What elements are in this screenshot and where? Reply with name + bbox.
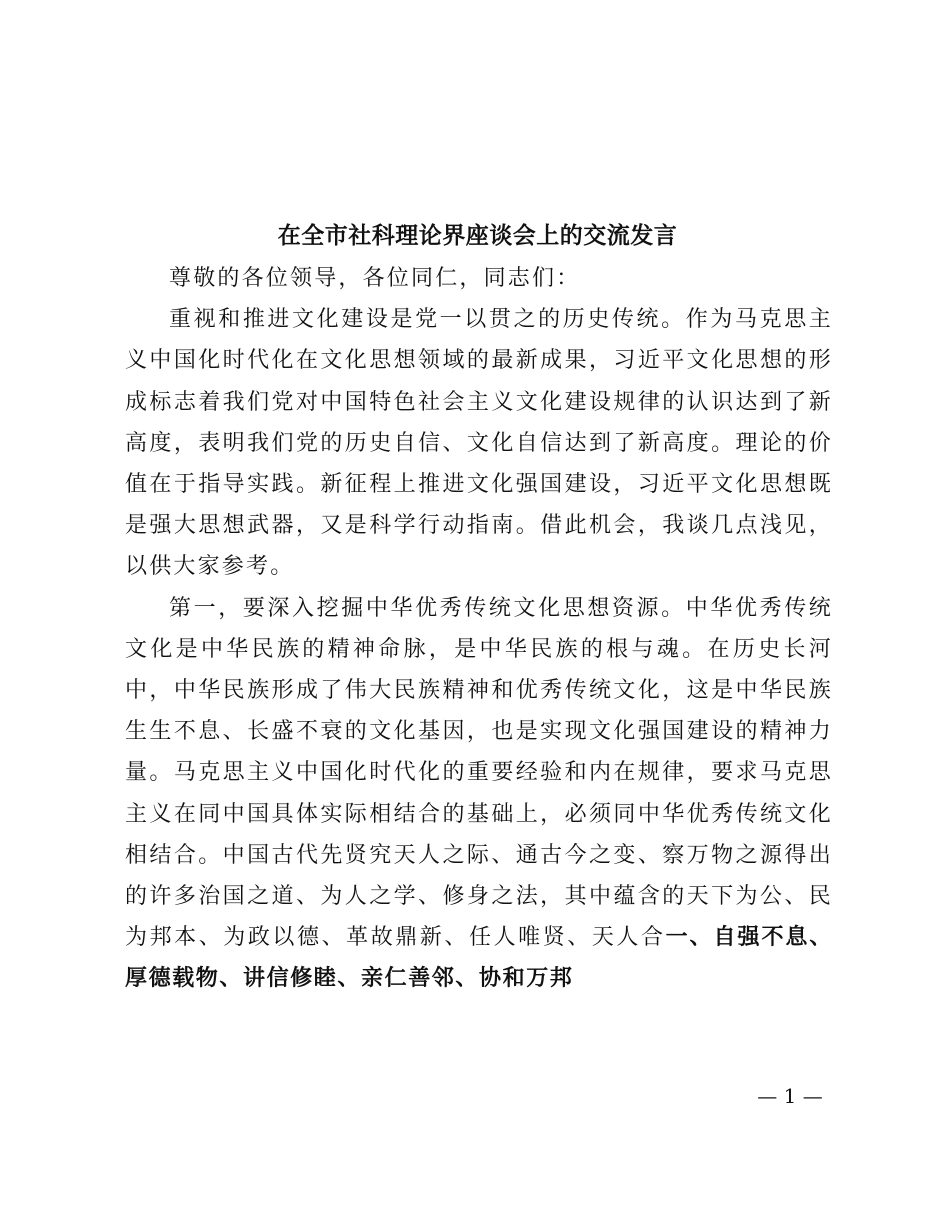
paragraph-intro: 重视和推进文化建设是党一以贯之的历史传统。作为马克思主义中国化时代化在文化思想领域的最新成果，习近平文化思想的形成标志着我们党对中国特色社会主义文化建设规律的认识达到了新高度，表明我们党的历史自信、文化自信达到了新高度。理论的价值在于指导实践。新征程上推进文化强国建设，习近平文化思想既是强大思想武器，又是科学行动指南。借此机会，我谈几点浅见，以供大家参考。 [125,307,833,580]
greeting: 尊敬的各位领导，各位同仁，同志们： [169,266,581,291]
document-body [125,258,833,1000]
page-number: — 1 — [757,1084,823,1108]
document-title: 在全市社科理论界座谈会上的交流发言 [277,222,678,249]
paragraph-first-point [125,588,833,1000]
paragraph-first-point-text: 第一，要深入挖掘中华优秀传统文化思想资源。中华优秀传统文化是中华民族的精神命脉，是中华民族的根与魂。在历史长河中，中华民族形成了伟大民族精神和优秀传统文化，这是中华民族生生不息、长盛不衰的文化基因，也是实现文化强国建设的精神力量。马克思主义中国化时代化的重要经验和内在规律，要求马克思主义在同中国具体实际相结合的基础上，必须同中华优秀传统文化相结合。中国古代先贤究天人之际、通古今之变、察万物之源得出的许多治国之道、为人之学、修身之法，其中蕴含的天下为公、民为邦本、为政以德、革故鼎新、任人唯贤、天人合 [125,595,833,951]
paragraph-first-point-emphasis: 一、自强不息、厚德载物、讲信修睦、亲仁善邻、协和万邦 [125,925,834,992]
